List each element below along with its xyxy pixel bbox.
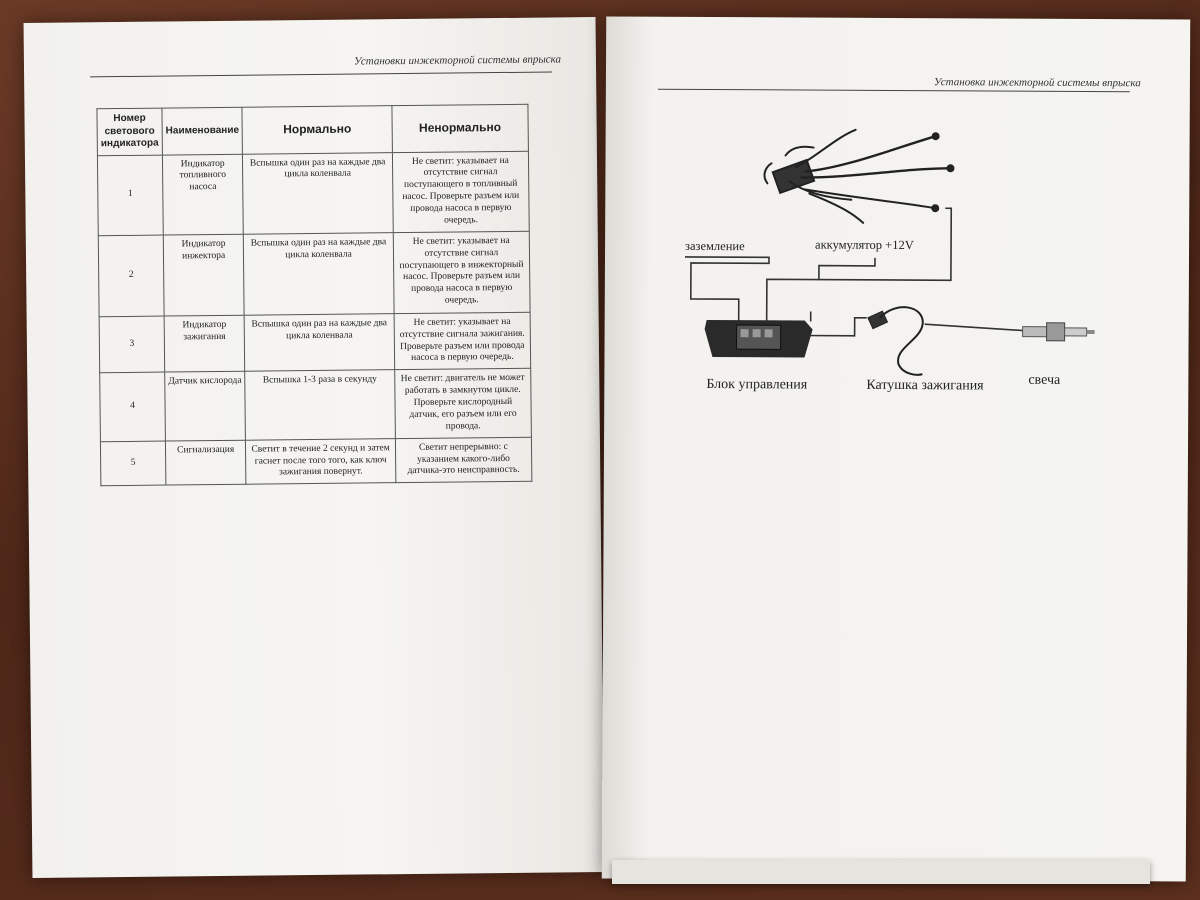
row-name: Индикатор зажигания	[164, 315, 245, 372]
header-number: Номер светового индикатора	[97, 108, 162, 155]
row-abnormal: Не светит: указывает на отсутствие сигнал поступающего в топливный насос. Проверьте разъем или провода насоса в первую очередь.	[392, 151, 529, 233]
header-abnormal: Ненормально	[392, 104, 529, 152]
row-name: Сигнализация	[165, 440, 246, 485]
header-name: Наименование	[162, 107, 243, 154]
row-abnormal: Не светит: указывает на отсутствие сигнала зажигания. Проверьте разъем или провода насоса в первую очередь.	[394, 312, 531, 370]
row-normal: Вспышка один раз на каждые два цикла коленвала	[244, 313, 394, 371]
circuit-lines	[685, 207, 1026, 337]
running-head-right: Установка инжекторной системы впрыска	[933, 76, 1141, 90]
table-row	[97, 151, 529, 236]
row-normal: Вспышка один раз на каждые два цикла коленвала	[244, 232, 394, 315]
ecu-label: Блок управления	[706, 377, 808, 393]
spark-plug-image	[1023, 323, 1095, 341]
indicator-table	[96, 104, 532, 487]
row-number: 1	[97, 155, 163, 236]
ecu-box-image	[704, 320, 812, 358]
row-normal: Вспышка 1-3 раза в секунду	[245, 370, 395, 440]
table-header-row	[97, 104, 528, 155]
row-name: Индикатор топливного насоса	[162, 154, 243, 235]
row-abnormal: Светит непрерывно: с указанием какого-либо датчика-это неисправность.	[395, 437, 532, 483]
spark-plug-label: свеча	[1028, 372, 1061, 388]
running-head-left: Установки инжекторной системы впрыска	[353, 53, 562, 68]
wiring-diagram	[604, 16, 1191, 499]
table-row	[100, 437, 531, 486]
row-name: Индикатор инжектора	[163, 234, 244, 316]
battery-label: аккумулятор +12V	[815, 237, 914, 253]
table-row	[100, 368, 532, 441]
wiring-harness-image	[764, 129, 953, 223]
header-normal: Нормально	[242, 106, 392, 154]
table-row	[99, 312, 531, 373]
ground-label: заземление	[685, 238, 745, 254]
table-row	[98, 231, 530, 317]
row-number: 3	[99, 316, 165, 373]
row-name: Датчик кислорода	[165, 371, 246, 440]
coil-label: Катушка зажигания	[866, 377, 984, 394]
ignition-coil-image	[868, 307, 923, 375]
underlying-sheet	[612, 860, 1150, 884]
row-number: 5	[100, 441, 165, 486]
row-number: 4	[100, 372, 166, 441]
row-abnormal: Не светит: указывает на отсутствие сигнал поступающего в инжекторный насос. Проверьте разъем или провода насоса в первую очередь.	[393, 231, 530, 313]
header-rule-left	[90, 71, 552, 77]
row-abnormal: Не светит: двигатель не может работать в замкнутом цикле. Проверьте кислородный датчик, его разъем или его провода.	[394, 368, 531, 438]
row-normal: Вспышка один раз на каждые два цикла коленвала	[243, 152, 393, 234]
left-page	[24, 17, 605, 878]
row-number: 2	[98, 235, 164, 317]
row-normal: Светит в течение 2 секунд и затем гаснет после того того, как ключ зажигания повернут.	[246, 438, 396, 484]
right-page	[602, 16, 1191, 881]
